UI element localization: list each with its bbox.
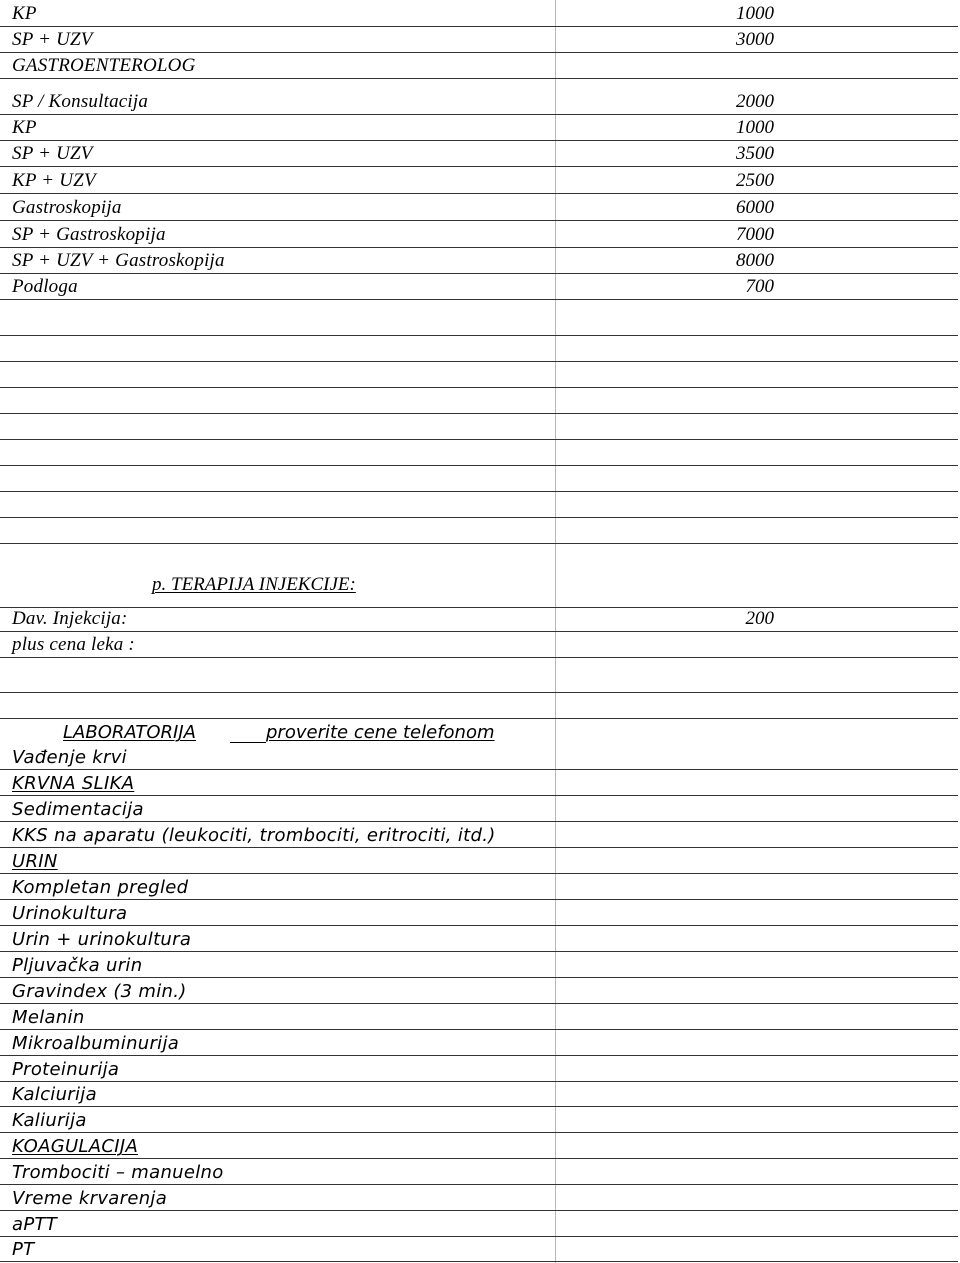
item-price: 3000: [736, 29, 774, 50]
lab-row: [0, 771, 958, 796]
phone-note: proverite cene telefonom: [266, 722, 495, 743]
item-label: KP: [12, 3, 37, 24]
section-heading-gastroenterolog: [0, 54, 958, 79]
table-row: [0, 28, 958, 53]
lab-row: [0, 927, 958, 952]
lab-item-label: Sedimentacija: [12, 799, 144, 820]
item-label: KP + UZV: [12, 170, 96, 191]
laboratorija-heading: LABORATORIJA: [63, 722, 196, 743]
item-price: 2000: [736, 91, 774, 112]
item-label: Podloga: [12, 276, 78, 297]
lab-row: [0, 745, 958, 770]
item-price: 1000: [736, 3, 774, 24]
item-label: SP + UZV + Gastroskopija: [12, 250, 225, 271]
item-price: 2500: [736, 170, 774, 191]
lab-item-label: Urin + urinokultura: [12, 929, 192, 950]
lab-item-label: Vreme krvarenja: [12, 1188, 168, 1209]
item-price: 200: [745, 608, 774, 629]
table-row: [0, 249, 958, 274]
table-row: [0, 633, 958, 658]
item-label: SP + UZV: [12, 29, 93, 50]
lab-row: [0, 1005, 958, 1030]
lab-row: [0, 875, 958, 900]
lab-item-label: Gravindex (3 min.): [12, 981, 187, 1002]
empty-row: [0, 337, 958, 362]
lab-row: [0, 797, 958, 822]
lab-row: [0, 1108, 958, 1133]
empty-row: [0, 441, 958, 466]
lab-item-label: KKS na aparatu (leukociti, trombociti, eritrociti, itd.): [12, 825, 496, 846]
empty-row: [0, 493, 958, 518]
lab-row: [0, 979, 958, 1004]
lab-row: [0, 953, 958, 978]
item-price: 3500: [736, 143, 774, 164]
empty-row: [0, 694, 958, 719]
lab-row: [0, 1237, 958, 1262]
item-price: 7000: [736, 224, 774, 245]
lab-row: [0, 1160, 958, 1185]
lab-row: [0, 849, 958, 874]
empty-row: [0, 311, 958, 336]
lab-item-label: aPTT: [12, 1214, 58, 1235]
lab-item-label: Pljuvačka urin: [12, 955, 143, 976]
section-title: GASTROENTEROLOG: [12, 55, 196, 76]
lab-item-label: Vađenje krvi: [12, 747, 127, 768]
empty-row: [0, 467, 958, 492]
lab-item-label: Kompletan pregled: [12, 877, 189, 898]
empty-row: [0, 415, 958, 440]
lab-item-label: Kaliurija: [12, 1110, 87, 1131]
lab-section-title: KOAGULACIJA: [12, 1136, 139, 1157]
table-row: [0, 2, 958, 27]
item-label: KP: [12, 117, 37, 138]
item-price: 6000: [736, 197, 774, 218]
lab-row: [0, 901, 958, 926]
item-label: plus cena leka :: [12, 634, 135, 655]
lab-row: [0, 823, 958, 848]
terapija-heading: p. TERAPIJA INJEKCIJE:: [152, 574, 356, 595]
heading-spacer: [0, 581, 958, 606]
table-row: [0, 196, 958, 221]
lab-item-label: PT: [12, 1239, 35, 1260]
table-row: [0, 223, 958, 248]
lab-item-label: Trombociti – manuelno: [12, 1162, 224, 1183]
lab-row: [0, 1031, 958, 1056]
lab-section-title: KRVNA SLIKA: [12, 773, 135, 794]
lab-item-label: Kalciurija: [12, 1084, 97, 1105]
table-row: [0, 607, 958, 632]
lab-row: [0, 1186, 958, 1211]
item-price: 1000: [736, 117, 774, 138]
table-row: [0, 116, 958, 141]
table-row: [0, 90, 958, 115]
empty-row: [0, 363, 958, 388]
item-label: SP + Gastroskopija: [12, 224, 166, 245]
item-label: Gastroskopija: [12, 197, 122, 218]
lab-item-label: Mikroalbuminurija: [12, 1033, 180, 1054]
table-row: [0, 275, 958, 300]
item-price: 8000: [736, 250, 774, 271]
heading-spacer: [0, 720, 958, 745]
item-label: Dav. Injekcija:: [12, 608, 128, 629]
table-row: [0, 169, 958, 194]
lab-item-label: Urinokultura: [12, 903, 128, 924]
lab-item-label: Melanin: [12, 1007, 85, 1028]
item-label: SP + UZV: [12, 143, 93, 164]
table-row: [0, 142, 958, 167]
empty-row: [0, 519, 958, 544]
lab-item-label: Proteinurija: [12, 1059, 120, 1080]
lab-row: [0, 1212, 958, 1237]
item-price: 700: [745, 276, 774, 297]
empty-row: [0, 668, 958, 693]
empty-row: [0, 389, 958, 414]
item-label: SP / Konsultacija: [12, 91, 149, 112]
lab-row: [0, 1134, 958, 1159]
lab-row: [0, 1057, 958, 1082]
lab-row: [0, 1082, 958, 1107]
lab-section-title: URIN: [12, 851, 58, 872]
